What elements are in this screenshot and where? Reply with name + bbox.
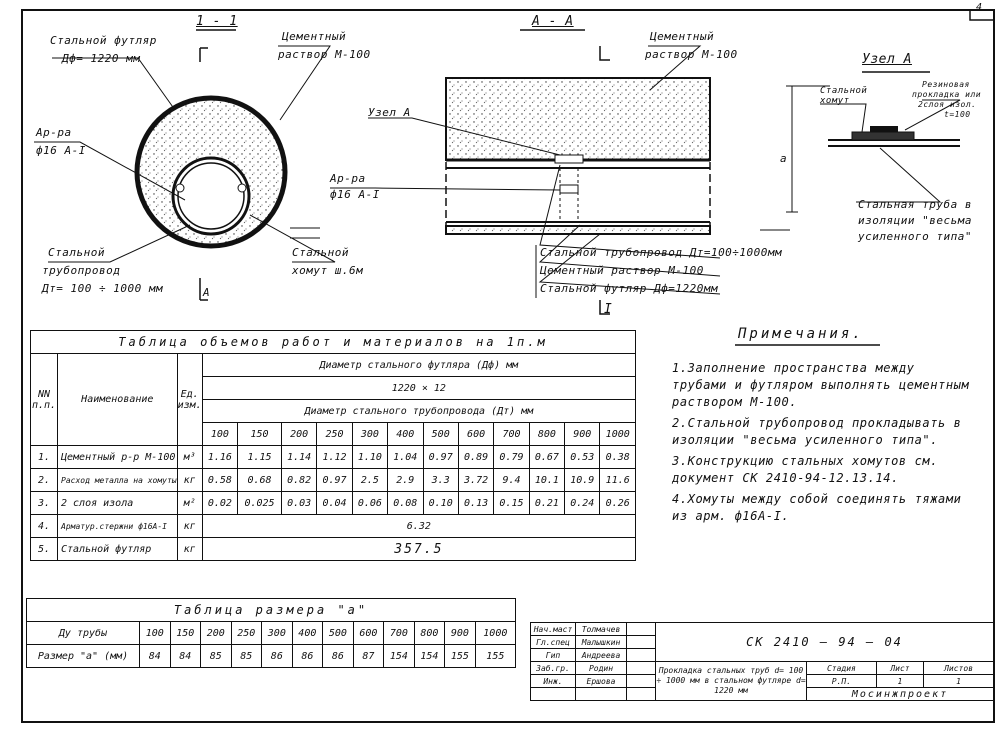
node-rubber-label3: 2слоя изол. bbox=[918, 100, 977, 109]
table-row bbox=[31, 515, 636, 538]
row-value: 2.5 bbox=[352, 469, 387, 492]
row-value: 0.82 bbox=[281, 469, 316, 492]
row-value: 0.15 bbox=[494, 492, 529, 515]
cement-label2-11: раствор М-100 bbox=[278, 48, 371, 61]
row-span-value: 6.32 bbox=[202, 515, 635, 538]
note-item: 3.Конструкцию стальных хомутов см. документ СК 2410-94-12.13.14. bbox=[672, 454, 939, 485]
steel-pipe-label: Стальной bbox=[48, 246, 105, 259]
size-diam: 900 bbox=[445, 622, 476, 645]
size-value: 86 bbox=[292, 645, 323, 668]
row-value: 0.53 bbox=[565, 446, 600, 469]
clamp-label2-11: хомут ш.6м bbox=[292, 264, 364, 277]
size-diam: 600 bbox=[353, 622, 384, 645]
size-diam: 500 bbox=[323, 622, 354, 645]
node-a-title: Узел А bbox=[862, 52, 912, 67]
row-no: 4. bbox=[31, 515, 58, 538]
note-item: 2.Стальной трубопровод прокладывать в изоляции "весьма усиленного типа". bbox=[672, 416, 962, 447]
row-name: 2 слоя изола bbox=[58, 492, 178, 515]
stamp-role: Инж. bbox=[531, 675, 576, 688]
clamp-label-11: Стальной bbox=[292, 246, 349, 259]
size-value: 85 bbox=[231, 645, 262, 668]
diam-cell: 150 bbox=[238, 423, 282, 446]
row-value: 0.38 bbox=[600, 446, 636, 469]
row-value: 0.58 bbox=[202, 469, 237, 492]
row-name: Стальной футляр bbox=[58, 538, 178, 561]
row-unit: кг bbox=[177, 515, 202, 538]
table-row bbox=[27, 645, 516, 668]
size-diam: 800 bbox=[414, 622, 445, 645]
stamp-org: Мосинжпроект bbox=[807, 688, 994, 701]
diam-cell: 600 bbox=[458, 423, 493, 446]
stamp-name: Толмачев bbox=[576, 623, 627, 636]
stage-value: Р.П. bbox=[807, 675, 877, 688]
rebar-label-11: Ар-ра bbox=[36, 126, 72, 139]
diam-cell: 500 bbox=[423, 423, 458, 446]
size-value: 87 bbox=[353, 645, 384, 668]
node-clamp-label: Стальной bbox=[820, 86, 868, 96]
size-value: 154 bbox=[414, 645, 445, 668]
row-value: 0.06 bbox=[352, 492, 387, 515]
row-no: 1. bbox=[31, 446, 58, 469]
table-row bbox=[31, 492, 636, 515]
diam-cell: 250 bbox=[317, 423, 352, 446]
stamp-name: Малышкин bbox=[576, 636, 627, 649]
row-value: 1.14 bbox=[281, 446, 316, 469]
size-value: 86 bbox=[323, 645, 354, 668]
pipe-diam-header: Диаметр стального трубопровода (Дт) мм bbox=[202, 400, 635, 423]
row-value: 1.12 bbox=[317, 446, 352, 469]
size-table bbox=[26, 598, 516, 668]
row-no: 2. bbox=[31, 469, 58, 492]
rebar-spec-aa: ф16 А-I bbox=[330, 188, 380, 201]
size-value: 155 bbox=[445, 645, 476, 668]
size-diam: 400 bbox=[292, 622, 323, 645]
size-table-title: Таблица размера "а" bbox=[27, 599, 516, 622]
steel-pipe-dim: Дт= 100 ÷ 1000 мм bbox=[42, 282, 164, 295]
stamp-role: Гл.спец bbox=[531, 636, 576, 649]
node-dim-label: а bbox=[780, 152, 788, 165]
cement-label-aa: Цементный bbox=[650, 30, 715, 43]
row-value: 0.67 bbox=[529, 446, 564, 469]
col-no-header: NN п.п. bbox=[31, 354, 58, 446]
row-unit: кг bbox=[177, 538, 202, 561]
row-value: 0.97 bbox=[423, 446, 458, 469]
row-name: Цементный р-р М-100 bbox=[58, 446, 178, 469]
row-value: 10.1 bbox=[529, 469, 564, 492]
sheet-value: 1 bbox=[876, 675, 923, 688]
row-unit: м³ bbox=[177, 446, 202, 469]
diam-cell: 100 bbox=[202, 423, 237, 446]
node-pipe-label3: усиленного типа" bbox=[858, 230, 972, 243]
node-rubber-label: Резиновая bbox=[922, 80, 970, 89]
col-unit-header: Ед. изм. bbox=[177, 354, 202, 446]
node-clamp-label2: хомут bbox=[820, 96, 850, 106]
diam-cell: 900 bbox=[565, 423, 600, 446]
node-rubber-label2: прокладка или bbox=[912, 90, 982, 99]
row-value: 2.9 bbox=[388, 469, 423, 492]
row-value: 0.24 bbox=[565, 492, 600, 515]
stamp-role: Гип bbox=[531, 649, 576, 662]
cement-label-11: Цементный bbox=[282, 30, 347, 43]
stamp-name: Родин bbox=[576, 662, 627, 675]
row-value: 0.79 bbox=[494, 446, 529, 469]
volume-table-title: Таблица объемов работ и материалов на 1п.м bbox=[31, 331, 636, 354]
sheet-label: Лист bbox=[876, 662, 923, 675]
row-unit: м² bbox=[177, 492, 202, 515]
row-value: 0.02 bbox=[202, 492, 237, 515]
size-diam: 150 bbox=[170, 622, 201, 645]
title-block bbox=[530, 622, 994, 701]
cut-mark-11: А bbox=[203, 286, 211, 299]
size-diam: 250 bbox=[231, 622, 262, 645]
row-value: 1.10 bbox=[352, 446, 387, 469]
table-row bbox=[31, 538, 636, 561]
cut-mark-aa: I bbox=[604, 302, 613, 317]
row-value: 0.10 bbox=[423, 492, 458, 515]
diam-cell: 300 bbox=[352, 423, 387, 446]
node-label-aa: Узел А bbox=[368, 106, 411, 119]
row-value: 9.4 bbox=[494, 469, 529, 492]
size-diam: 1000 bbox=[475, 622, 515, 645]
row-value: 10.9 bbox=[565, 469, 600, 492]
notes-list bbox=[672, 360, 972, 529]
legend-case: Стальной футляр Дф=1220мм bbox=[540, 282, 719, 295]
stamp-role: Нач.маст bbox=[531, 623, 576, 636]
row-span-value: 357.5 bbox=[202, 538, 635, 561]
size-diam: 200 bbox=[201, 622, 232, 645]
cement-label2-aa: раствор М-100 bbox=[645, 48, 738, 61]
row-value: 0.03 bbox=[281, 492, 316, 515]
legend-cement: Цементный раствор М-100 bbox=[540, 264, 704, 277]
steel-pipe-label2: трубопровод bbox=[42, 264, 121, 277]
row-value: 0.97 bbox=[317, 469, 352, 492]
note-item: 4.Хомуты между собой соединять тяжами из арм. ф16А-I. bbox=[672, 492, 962, 523]
legend-pipe: Стальной трубопровод Дт=100÷1000мм bbox=[540, 246, 783, 259]
stamp-role: Заб.гр. bbox=[531, 662, 576, 675]
size-value: 85 bbox=[201, 645, 232, 668]
size-row2-label: Размер "а" (мм) bbox=[27, 645, 140, 668]
size-value: 154 bbox=[384, 645, 415, 668]
row-value: 0.68 bbox=[238, 469, 282, 492]
size-value: 84 bbox=[140, 645, 171, 668]
row-value: 0.26 bbox=[600, 492, 636, 515]
row-value: 11.6 bbox=[600, 469, 636, 492]
stamp-name: Андреева bbox=[576, 649, 627, 662]
rebar-label-aa: Ар-ра bbox=[330, 172, 366, 185]
volume-table bbox=[30, 330, 636, 561]
diam-cell: 200 bbox=[281, 423, 316, 446]
row-unit: кг bbox=[177, 469, 202, 492]
sheets-label: Листов bbox=[924, 662, 994, 675]
row-value: 3.72 bbox=[458, 469, 493, 492]
table-row bbox=[27, 622, 516, 645]
row-no: 5. bbox=[31, 538, 58, 561]
size-value: 86 bbox=[262, 645, 293, 668]
row-no: 3. bbox=[31, 492, 58, 515]
node-pipe-label: Стальная труба в bbox=[858, 198, 972, 211]
diam-cell: 700 bbox=[494, 423, 529, 446]
notes-title: Примечания. bbox=[738, 326, 864, 342]
row-value: 1.16 bbox=[202, 446, 237, 469]
stamp-description: Прокладка стальных труб d= 100 ÷ 1000 мм в стальном футляре d= 1220 мм bbox=[656, 662, 807, 701]
steel-case-dim: Дф= 1220 мм bbox=[62, 52, 141, 65]
diam-cell: 1000 bbox=[600, 423, 636, 446]
row-value: 0.04 bbox=[317, 492, 352, 515]
diam-cell: 800 bbox=[529, 423, 564, 446]
row-value: 0.025 bbox=[238, 492, 282, 515]
col-name-header: Наименование bbox=[58, 354, 178, 446]
size-diam: 700 bbox=[384, 622, 415, 645]
row-value: 1.15 bbox=[238, 446, 282, 469]
size-diam: 100 bbox=[140, 622, 171, 645]
row-value: 0.21 bbox=[529, 492, 564, 515]
row-value: 1.04 bbox=[388, 446, 423, 469]
row-value: 0.08 bbox=[388, 492, 423, 515]
section-1-1-title: 1 - 1 bbox=[196, 14, 238, 29]
doc-code: СК 2410 — 94 — 04 bbox=[656, 623, 994, 662]
diam-cell: 400 bbox=[388, 423, 423, 446]
section-a-a-title: А - А bbox=[532, 14, 574, 29]
size-row1-label: Ду трубы bbox=[27, 622, 140, 645]
row-value: 0.13 bbox=[458, 492, 493, 515]
row-name: Арматур.стержни ф16А-I bbox=[58, 515, 178, 538]
note-item: 1.Заполнение пространства между трубами и футляром выполнять цементным раствором М-100. bbox=[672, 361, 970, 409]
row-value: 3.3 bbox=[423, 469, 458, 492]
table-row bbox=[31, 446, 636, 469]
case-diam-value: 1220 × 12 bbox=[202, 377, 635, 400]
table-row bbox=[31, 469, 636, 492]
size-value: 155 bbox=[475, 645, 515, 668]
stage-label: Стадия bbox=[807, 662, 877, 675]
node-pipe-label2: изоляции "весьма bbox=[858, 214, 972, 227]
stamp-name: Ершова bbox=[576, 675, 627, 688]
case-diam-header: Диаметр стального футляра (Дф) мм bbox=[202, 354, 635, 377]
rebar-spec-11: ф16 А-I bbox=[36, 144, 86, 157]
row-value: 0.89 bbox=[458, 446, 493, 469]
sheets-value: 1 bbox=[924, 675, 994, 688]
size-value: 84 bbox=[170, 645, 201, 668]
section-1-1-drawing bbox=[34, 30, 335, 300]
row-name: Расход металла на хомуты bbox=[58, 469, 178, 492]
size-diam: 300 bbox=[262, 622, 293, 645]
steel-case-label: Стальной футляр bbox=[50, 34, 157, 47]
node-rubber-label4: t=100 bbox=[944, 110, 971, 119]
page-number: 4 bbox=[976, 2, 983, 13]
